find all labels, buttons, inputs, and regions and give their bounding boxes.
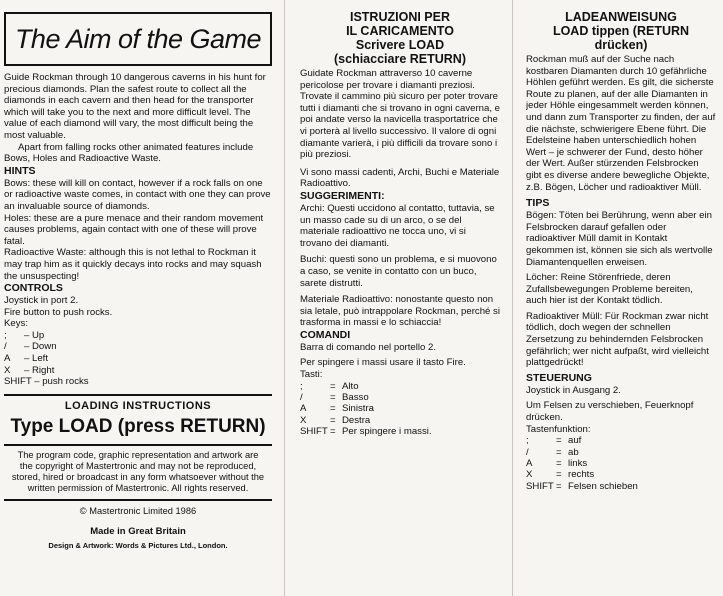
made-in: Made in Great Britain (90, 525, 186, 537)
controls-line: Um Felsen zu verschieben, Feuerknopf drücken. (526, 400, 694, 424)
hint-holes: Buchi: questi sono un problema, e si muovono a caso, se venite in contatto con un buco, sarete distrutti. (300, 254, 497, 289)
fold-line (284, 0, 285, 596)
italian-column (300, 8, 500, 592)
key-row: A – Left (4, 353, 49, 365)
key-row: SHIFT = Per spingere i massi. (300, 426, 432, 438)
controls-heading: CONTROLS (4, 282, 63, 295)
loading-command: Type LOAD (press RETURN) (10, 415, 266, 437)
hint-bows: Bows: these will kill on contact, however if a rock falls on one or radioactive waste comes, in contact with one they can prove an invaluable source of diamonds. (4, 177, 271, 212)
german-column (526, 8, 716, 592)
intro-text-2: Vi sono massi cadenti, Archi, Buchi e Materiale Radioattivo. (300, 166, 500, 190)
controls-line: Joystick in port 2. (4, 295, 79, 307)
copyright-notice: The program code, graphic representation and artwork are the copyright of Mastertronic and may not be reproduced, stored, hired or broadcast in any form whatsoever without the written permission of Mastertronic. All rights reserved. (4, 444, 272, 501)
controls-line: Keys: (4, 318, 28, 330)
hint-waste: Radioaktiver Müll: Für Rockman zwar nicht tödlich, doch wegen der schnellen Zersetzung zu behindernden Felsbrocken gefährlich; wer nicht aufpaßt, wird vielleicht plattgedrückt! (526, 310, 709, 369)
hint-bows: Bögen: Töten bei Berührung, wenn aber ein Felsbrocken darauf gefallen oder radioaktiver Müll damit in Kontakt gekommen ist, können sie sich als wertvolle Diamantenquellen erweisen. (526, 210, 713, 268)
copyright-line: © Mastertronic Limited 1986 (79, 505, 197, 516)
hint-holes: Holes: these are a pure menace and their random movement causes problems, again contact with one of these will prove fatal. (4, 212, 264, 247)
hint-holes: Löcher: Reine Störenfriede, deren Zufallsbewegungen Probleme bereiten, auch hier ist der Kontakt tödlich. (526, 272, 693, 307)
controls-heading: STEUERUNG (526, 371, 592, 384)
german-heading: LADEANWEISUNG LOAD tippen (RETURN drücken) (552, 10, 690, 52)
key-row: X – Right (4, 364, 55, 376)
hints-heading: HINTS (4, 164, 36, 177)
controls-line: Fire button to push rocks. (4, 306, 113, 318)
design-credit: Design & Artwork: Words & Pictures Ltd., London. (48, 540, 228, 550)
hints-heading: SUGGERIMENTI: (300, 189, 385, 202)
key-row: ; = Alto (300, 380, 359, 392)
hint-waste: Radioactive Waste: although this is not lethal to Rockman it may trap him as it quickly decays into rocks and may squash the unsuspecting! (4, 247, 262, 282)
key-row: A = Sinistra (300, 403, 374, 415)
controls-line: Tasti: (300, 369, 323, 381)
intro-text: Guidate Rockman attraverso 10 caverne pericolose per trovare i diamanti preziosi. Trovate il cammino più sicuro per poter trovare tutti i diamanti che si trovano in ogni caverna, e poi andate verso la navicella trasportatrice che vi porterà al livello successivo. Il valore di ogni diamante varierà, i più difficili da trovare sono i più preziosi. (300, 68, 500, 161)
italian-heading: ISTRUZIONI PER IL CARICAMENTO Scrivere LOAD (schiacciare RETURN) (334, 10, 466, 66)
intro-text: Guide Rockman through 10 dangerous caverns in his hunt for precious diamonds. Plan the safest route to collect all the diamonds in each cavern and then head for the transporter which will take you to the next and more difficult level. The value of each diamond will vary, the most difficult being the most valuable. (4, 72, 266, 141)
english-column (4, 8, 272, 592)
hint-bows: Archi: Questi uccidono al contatto, tuttavia, se un masso cade su di un arco, o se del materiale radioattivo ne tocca uno, vi si trovano dei diamanti. (300, 202, 495, 249)
key-row: X = Destra (300, 414, 371, 426)
controls-line: Joystick in Ausgang 2. (526, 384, 621, 396)
key-row: ; = auf (526, 435, 582, 447)
key-row: / = Basso (300, 392, 369, 404)
key-row: X = rechts (526, 469, 595, 481)
key-row: / = ab (526, 446, 579, 458)
loading-heading: LOADING INSTRUCTIONS (64, 399, 212, 412)
key-row: / – Down (4, 341, 57, 353)
key-row: SHIFT = Felsen schieben (526, 480, 638, 492)
game-title: The Aim of the Game (4, 12, 272, 66)
intro-text: Rockman muß auf der Suche nach kostbaren Diamanten durch 10 gefährliche Höhlen geführt werden. Es gilt, die sicherste Route zu planen, auf der alle Diamanten in jeder Höhle eingesammelt werden können, und dann zum Transporter zu finden, der auf die nächste, schwierigere Ebene führt. Die Edelsteine haben unterschiedlich hohen Wert – je schwerer der Fund, desto höher der Wert. Außer stürzenden Felsbrocken gibt es diverse andere bewegliche Objekte, z.B. Bögen, Löcher und radioaktiver Müll. (526, 54, 716, 193)
controls-line: Per spingere i massi usare il tasto Fire. (300, 357, 466, 369)
controls-line: Tastenfunktion: (526, 423, 591, 435)
controls-line: Barra di comando nel portello 2. (300, 341, 436, 353)
shift-line: SHIFT – push rocks (4, 376, 89, 388)
intro-text-2: Apart from falling rocks other animated features include Bows, Holes and Radioactive Waste. (4, 141, 254, 165)
fold-line (512, 0, 513, 596)
key-row: A = links (526, 458, 588, 470)
divider (4, 394, 272, 396)
key-row: ; – Up (4, 329, 45, 341)
hints-heading: TIPS (526, 197, 550, 210)
controls-heading: COMANDI (300, 328, 351, 341)
hint-waste: Materiale Radioattivo: nonostante questo non sia letale, può intrappolare Rockman, perché si trasforma in massi e lo schiaccia! (300, 294, 500, 329)
